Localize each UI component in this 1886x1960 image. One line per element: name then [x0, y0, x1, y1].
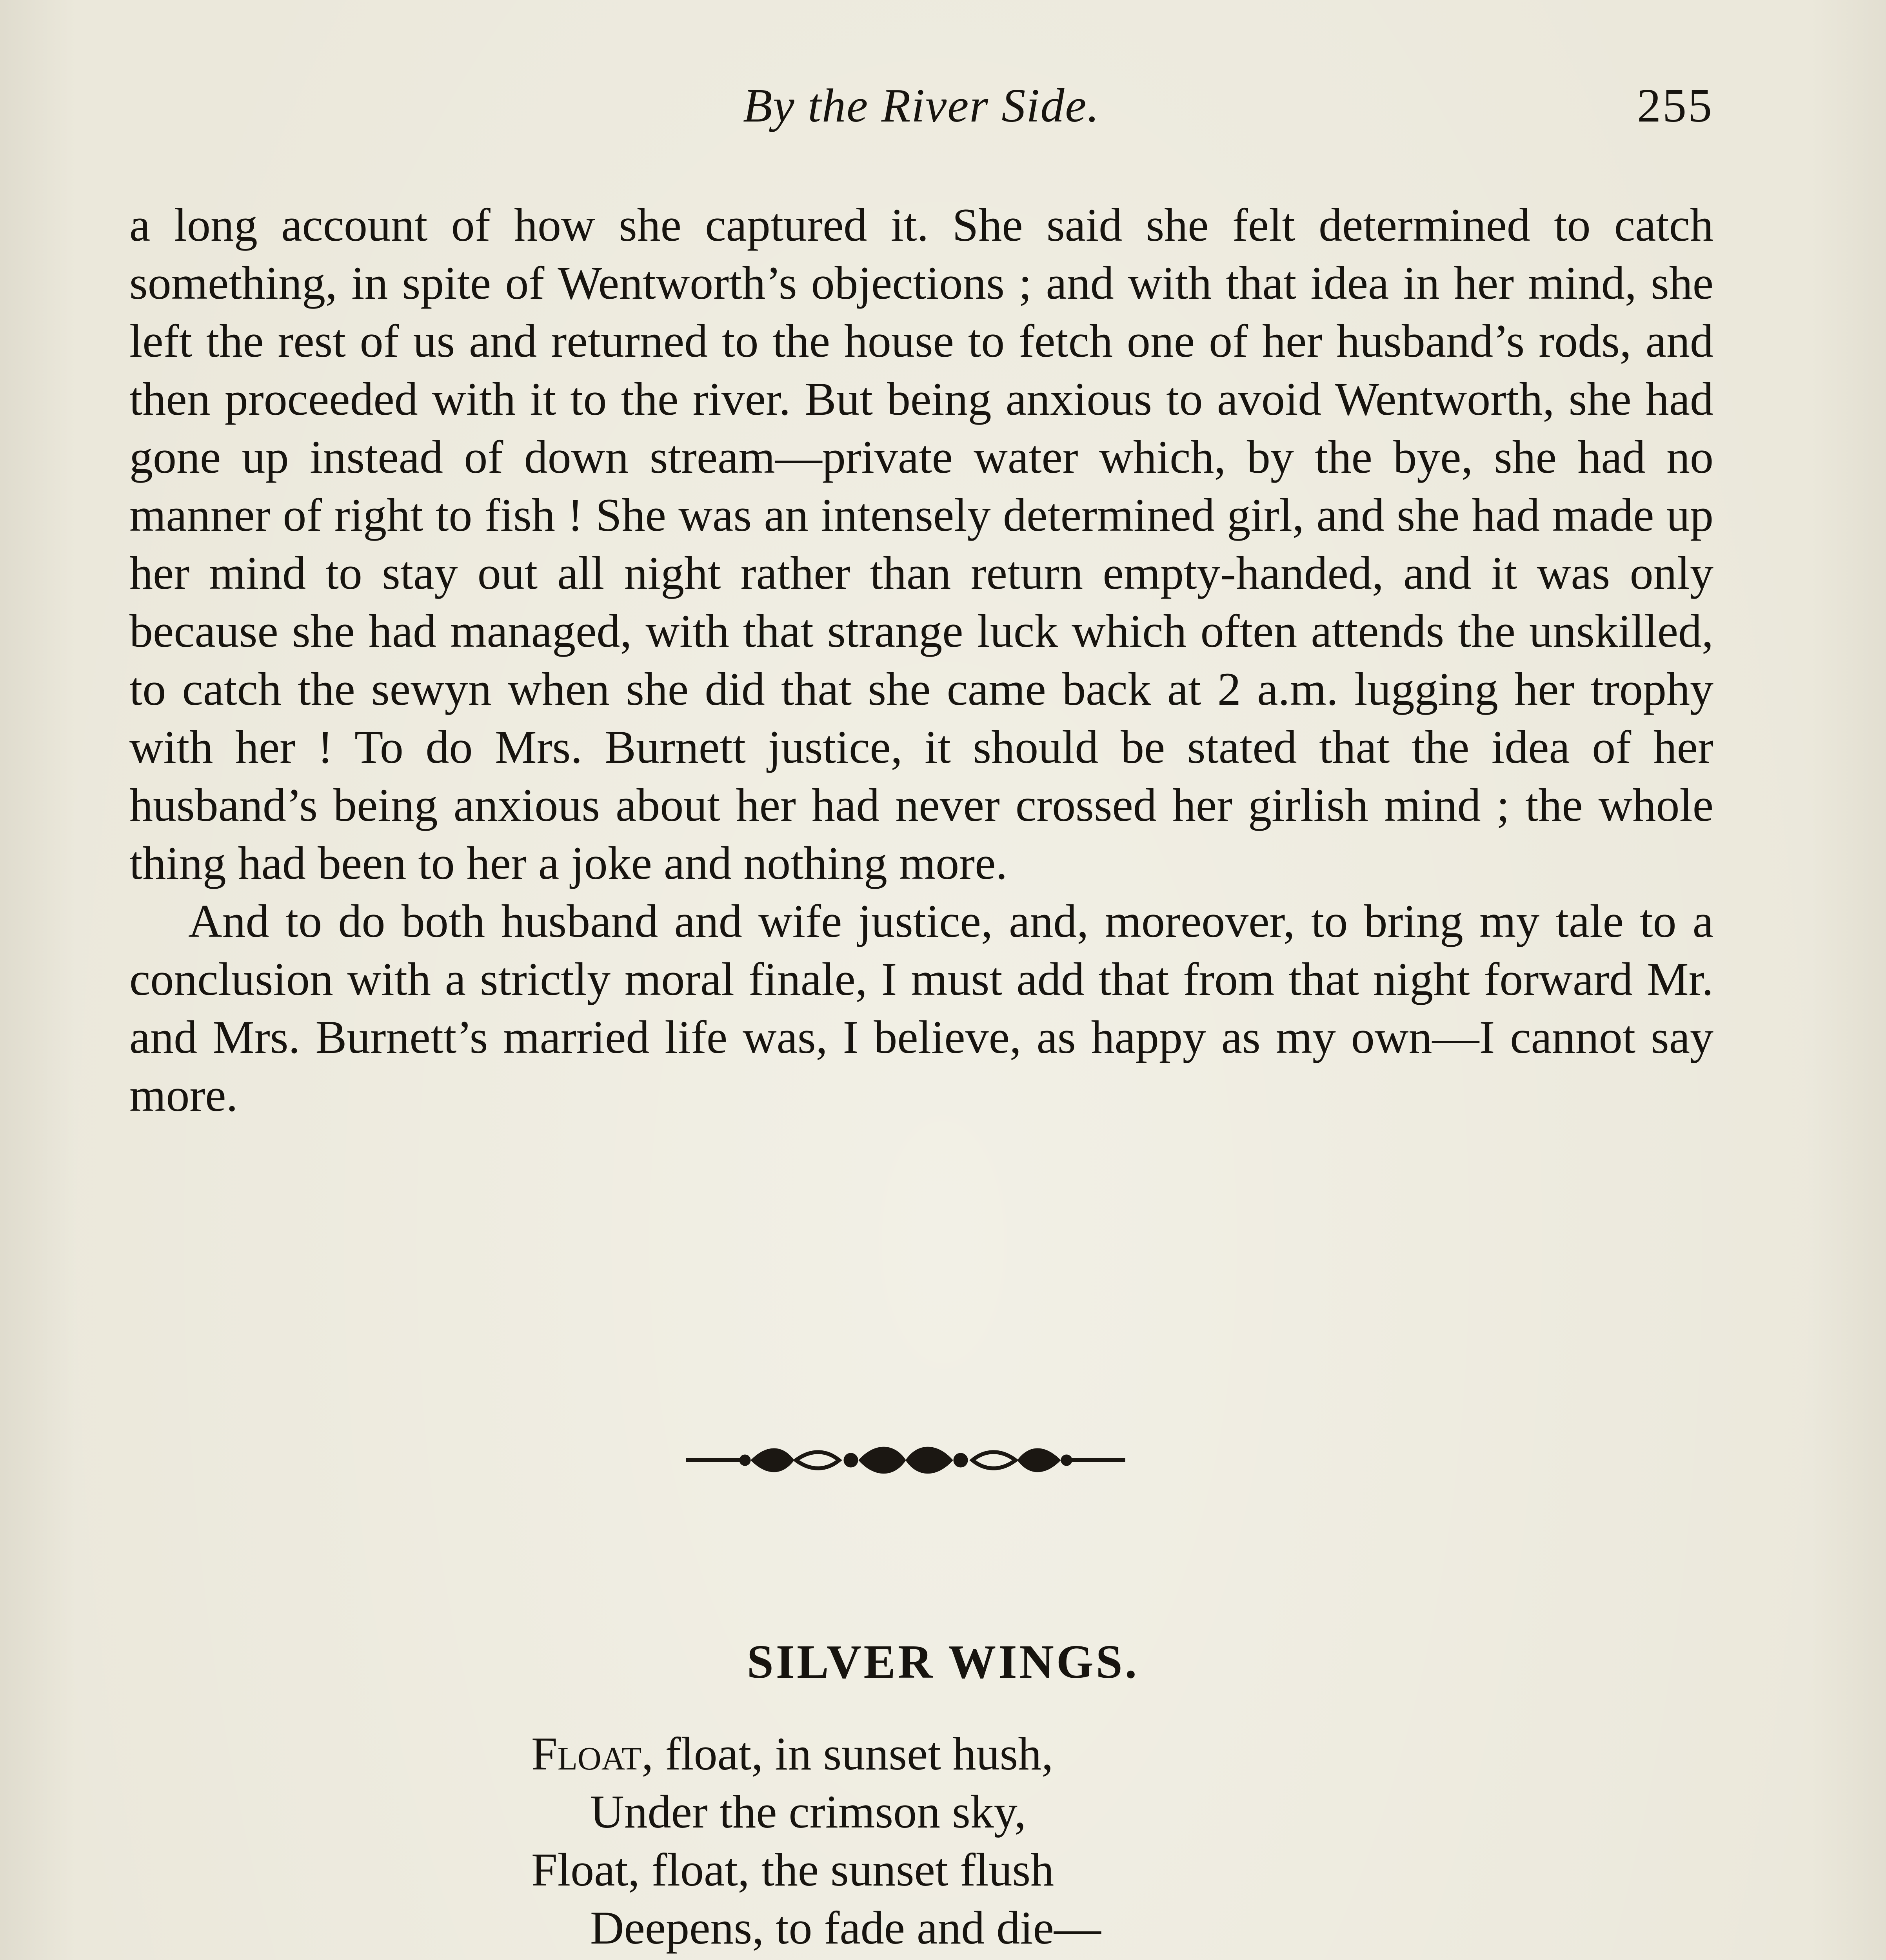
- poem: [0, 1725, 1886, 1960]
- poem-title: SILVER WINGS.: [747, 1635, 1139, 1688]
- verse-line: Under the crimson sky,: [590, 1786, 1026, 1838]
- verse-line: Float, float, the sunset flush: [531, 1844, 1054, 1896]
- first-word: Float,: [531, 1728, 654, 1780]
- prose-section: [129, 196, 1713, 1124]
- stanza-1: [0, 1725, 1886, 1960]
- page-number: 255: [1637, 79, 1713, 132]
- running-head: By the River Side.: [743, 79, 1100, 132]
- verse-line: Deepens, to fade and die—: [590, 1902, 1101, 1954]
- verse-line: [531, 1725, 1886, 1783]
- paragraph-1: a long account of how she captured it. She said she felt determined to catch something, in spite of Wentworth’s objections ; and with that idea in her mind, she left the rest of us and returned to the house to fetch one of her husband’s rods, and then proceeded with it to the river. But being anxious to avoid Wentworth, she had gone up instead of down stream—private water which, by the bye, she had no manner of right to fish ! She was an intensely determined girl, and she had made up her mind to stay out all night rather than return empty-handed, and it was only because she had managed, with that strange luck which often attends the unskilled, to catch the sewyn when she did that she came back at 2 a.m. lugging her trophy with her ! To do Mrs. Burnett justice, it should be stated that the idea of her husband’s being anxious about her had never crossed her girlish mind ; the whole thing had been to her a joke and nothing more.: [129, 199, 1713, 889]
- page-header: [129, 78, 1713, 141]
- verse-line: [531, 1957, 1886, 1960]
- verse-rest: float, in sunset hush,: [653, 1728, 1054, 1780]
- floral-ornament-icon: [682, 1439, 1129, 1482]
- paragraph-2: And to do both husband and wife justice, and, moreover, to bring my tale to a conclusion with a strictly moral finale, I must add that from that night forward Mr. and Mrs. Burnett’s married life was, I believe, as happy as my own—I cannot say more.: [129, 895, 1713, 1121]
